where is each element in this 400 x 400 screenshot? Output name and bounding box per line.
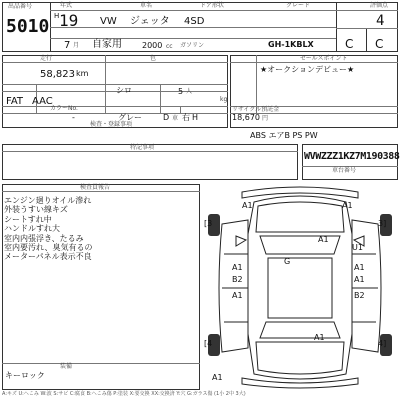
lot-label: 出品番号 xyxy=(8,3,33,10)
transmission: FAT xyxy=(6,96,24,107)
recycle-label: リサイクル預託金 xyxy=(232,106,280,113)
grade-label: グレード xyxy=(286,2,311,9)
model: ジェッタ xyxy=(130,16,170,27)
mileage-label: 走行 xyxy=(40,55,53,62)
remark-line: メーターパネル表示不良 xyxy=(4,252,92,262)
label-name: 車名 xyxy=(140,2,153,9)
interior-score: C xyxy=(345,37,354,51)
mark-a1-bottom-center: A1 xyxy=(314,333,325,342)
notes-label: 特記事項 xyxy=(130,144,155,151)
remark-line: 外装うすい線キズ xyxy=(4,205,68,215)
recycle-fee: 18,670 xyxy=(232,113,260,122)
vin: WVWZZZ1KZ7M190388 xyxy=(304,151,400,162)
displacement-unit: cc xyxy=(166,43,173,50)
color-code-label: カラーNo. xyxy=(50,105,78,112)
handle-side: H xyxy=(192,113,199,122)
body-type: 4SD xyxy=(184,16,205,27)
model-code: GH-1KBLX xyxy=(268,40,314,49)
capacity: 5 xyxy=(178,87,184,96)
mileage: 58,823 xyxy=(40,69,75,80)
label-year: 年式 xyxy=(60,2,73,9)
remark-line: シートすれ中 xyxy=(4,214,52,224)
mark-a1-bottom-left: A1 xyxy=(212,373,223,382)
mark-a1-mid-right: A1 xyxy=(318,235,329,244)
mark-a1-top-right: A1 xyxy=(342,201,353,210)
legend-footer: A:キズ U:へこみ W:波 S:サビ C:腐食 B:へこみ傷 P:塗装 X:要交換 XX:交換済 Y:穴 G:ガラス傷 (1小 2中 3大) xyxy=(2,391,246,397)
remark-line: 室内要汚れ、臭気有るの xyxy=(4,243,93,253)
exterior-score: C xyxy=(375,37,384,51)
mark-a1-left-row3: A1 xyxy=(232,291,243,300)
tire-reading: 4] xyxy=(378,339,387,348)
label-doors: ドア形状 xyxy=(200,2,224,9)
remark-line: エンジン廻りオイル滲れ xyxy=(4,196,92,205)
tire-reading: [3 xyxy=(204,219,213,228)
keyless: キーロック xyxy=(5,371,45,380)
capacity-unit: 人 xyxy=(186,88,193,95)
color: シロ xyxy=(116,86,132,95)
mark-u1: U1 xyxy=(352,243,363,252)
month: 7 xyxy=(64,40,71,51)
mark-a1-right-row1: A1 xyxy=(354,263,365,272)
equipment: ABS エアB PS PW xyxy=(250,131,318,140)
displacement: 2000 xyxy=(142,41,163,50)
recycle-unit: 円 xyxy=(262,115,269,122)
mark-b2-right: B2 xyxy=(354,291,365,300)
ac: AAC xyxy=(32,96,53,107)
points-value: ★オークションデビュー★ xyxy=(260,65,355,74)
handle-label: 車 xyxy=(172,115,179,122)
year-era: H xyxy=(54,12,60,20)
car-diagram xyxy=(202,184,398,390)
make: VW xyxy=(100,16,117,27)
points-label: セールスポイント xyxy=(300,55,348,62)
mark-g: G xyxy=(284,257,291,266)
vin-label: 車台番号 xyxy=(332,167,357,174)
use: 自家用 xyxy=(92,39,122,50)
tire-reading: [4 xyxy=(204,339,213,348)
remark-line: ハンドルすれ大 xyxy=(4,224,60,234)
extra-label: 検査・登録事項 xyxy=(90,121,133,128)
score: 4 xyxy=(376,13,385,29)
lot-number: 5010 xyxy=(6,16,50,37)
drive: D xyxy=(163,113,170,122)
month-unit: 月 xyxy=(73,42,80,49)
mark-b2-left: B2 xyxy=(232,275,243,284)
color-label: 色 xyxy=(150,55,157,62)
tire-reading: 3] xyxy=(378,219,387,228)
mark-a1-left-row1: A1 xyxy=(232,263,243,272)
handle: 右 xyxy=(182,113,190,122)
score-label: 評価点 xyxy=(370,2,389,9)
fuel: ガソリン xyxy=(180,42,205,49)
year: 19 xyxy=(59,11,79,30)
remarks-label: 検査員報告 xyxy=(80,184,111,191)
mileage-unit: km xyxy=(76,69,89,78)
vin-box xyxy=(302,144,398,180)
equipment-bottom-label: 装備 xyxy=(60,363,73,370)
color-code: - xyxy=(72,113,75,122)
load-unit: kg xyxy=(220,96,228,103)
mark-a1-top-left: A1 xyxy=(242,201,253,210)
mark-a1-right-row2: A1 xyxy=(354,275,365,284)
interior-color: グレー xyxy=(118,113,142,122)
remark-line: 室内内張浮き、たるみ xyxy=(4,233,84,243)
remarks-list xyxy=(4,196,198,262)
car-outline xyxy=(202,184,398,390)
